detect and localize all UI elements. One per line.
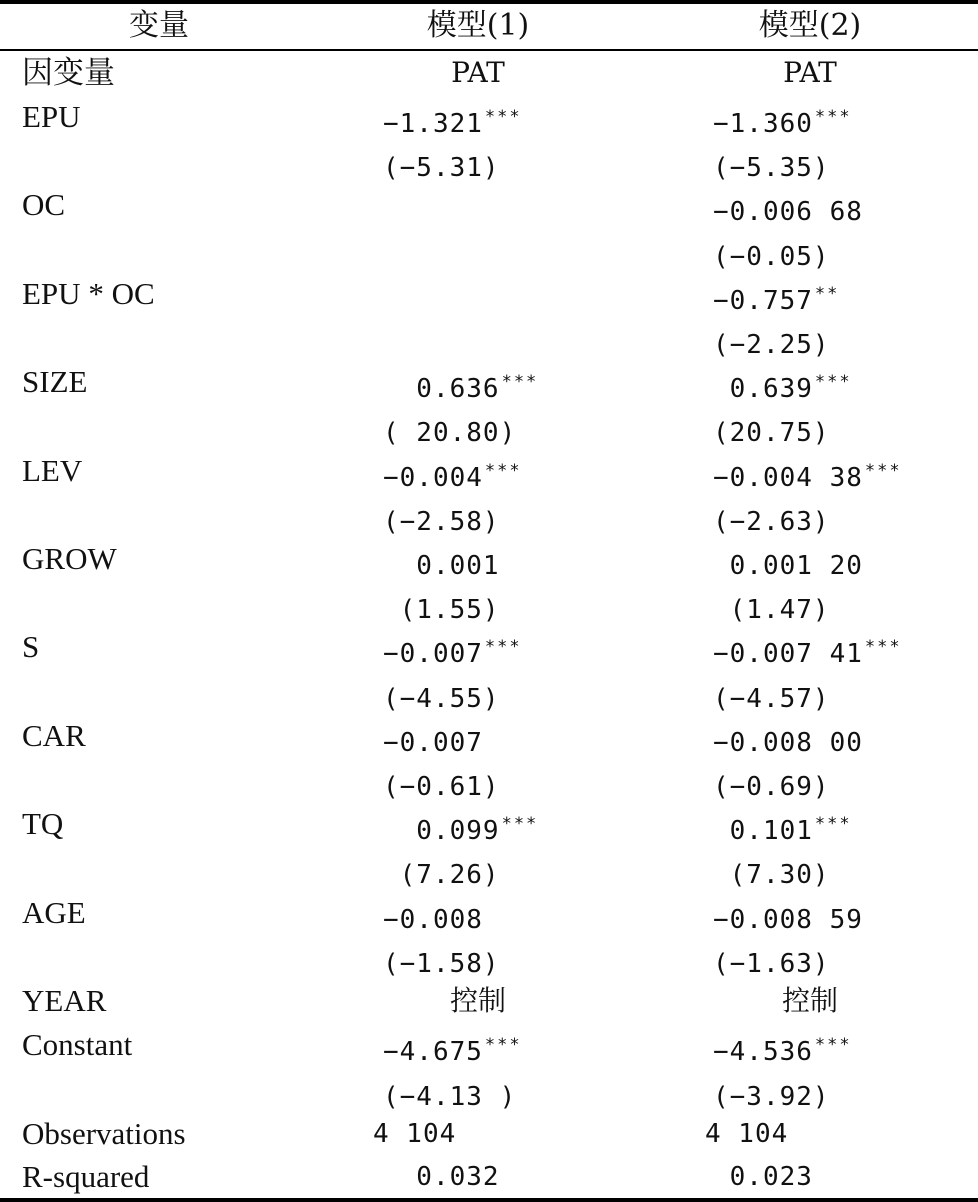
model-2-year-control: 控制 <box>781 984 838 1017</box>
coefficient-value: −0.006 68 <box>713 197 863 228</box>
table-row <box>0 625 978 669</box>
table-row <box>0 802 978 846</box>
coefficient-value: −0.004 38 <box>713 462 863 493</box>
row-label: EPU * OC <box>22 275 155 311</box>
coefficient-value: (7.30) <box>713 860 830 891</box>
coefficient-value: (−4.13 ) <box>383 1081 517 1112</box>
table-row <box>0 449 978 493</box>
table-row <box>0 846 978 890</box>
coefficient-value: (−2.25) <box>713 330 830 360</box>
table-header-row <box>0 4 978 48</box>
model-2-observations: 4 104 <box>705 1119 789 1149</box>
year-row <box>0 979 978 1023</box>
coefficient-value: −0.007 41 <box>713 639 863 670</box>
table-row <box>0 316 978 360</box>
row-label: R-squared <box>22 1159 150 1194</box>
table-row <box>0 360 978 404</box>
dependent-variable-row <box>0 51 978 95</box>
coefficient-value: −0.007 <box>383 639 483 670</box>
coefficient-value: (20.75) <box>713 418 830 449</box>
coefficient-value: (−1.63) <box>713 948 830 979</box>
coefficient-value: −0.008 00 <box>713 727 863 758</box>
coefficient-value: −0.008 59 <box>713 904 863 935</box>
table-row <box>0 1023 978 1067</box>
table-row <box>0 758 978 802</box>
row-label: S <box>22 629 40 665</box>
table-row <box>0 139 978 183</box>
table-row <box>0 935 978 979</box>
coefficient-value: (−5.31) <box>383 153 500 184</box>
row-label: YEAR <box>22 983 107 1018</box>
coefficient-value: 0.639 <box>713 374 813 405</box>
row-label: CAR <box>22 717 86 753</box>
coefficient-value: (−0.05) <box>713 241 830 272</box>
table-row <box>0 272 978 316</box>
row-label: Observations <box>22 1116 186 1151</box>
table-row <box>0 537 978 581</box>
coefficient-value: (1.55) <box>383 595 500 626</box>
coefficient-value: −1.360 <box>713 109 813 139</box>
significance-stars: ** <box>814 283 840 304</box>
table-row <box>0 404 978 448</box>
coefficient-value: 0.001 20 <box>713 551 863 581</box>
significance-stars: *** <box>501 814 539 835</box>
model-2-value <box>713 1068 832 1119</box>
coefficient-value: 0.636 <box>383 374 500 405</box>
significance-stars: *** <box>814 1035 852 1055</box>
coefficient-value: (−1.58) <box>383 948 500 979</box>
significance-stars: *** <box>484 460 522 481</box>
row-label: OC <box>22 187 66 223</box>
row-label: SIZE <box>22 364 88 400</box>
row-label: AGE <box>22 894 86 930</box>
coefficient-value: −4.675 <box>383 1037 483 1067</box>
row-label: Constant <box>22 1027 133 1062</box>
coefficient-value: 0.001 <box>383 551 500 581</box>
row-label: LEV <box>22 452 83 488</box>
significance-stars: *** <box>864 460 902 481</box>
coefficient-value: (7.26) <box>383 860 500 891</box>
coefficient-value: −0.757 <box>713 285 813 316</box>
model-2-value <box>713 1023 852 1074</box>
coefficient-value: (−2.58) <box>383 506 500 537</box>
significance-stars: *** <box>814 372 852 393</box>
table-row <box>0 714 978 758</box>
coefficient-value: (−3.92) <box>713 1081 830 1112</box>
significance-stars: *** <box>484 107 522 127</box>
significance-stars: *** <box>484 637 522 658</box>
model-1-value <box>383 1023 522 1074</box>
table-row <box>0 581 978 625</box>
coefficient-value: −0.007 <box>383 727 483 758</box>
row-label: EPU <box>22 99 81 134</box>
header-model-2: 模型(2) <box>758 8 862 43</box>
coefficient-value: (1.47) <box>713 595 830 626</box>
header-variable: 变量 <box>129 8 189 43</box>
table-row <box>0 95 978 139</box>
coefficient-value: (−4.55) <box>383 683 500 714</box>
coefficient-value: (−5.35) <box>713 153 830 184</box>
coefficient-value: ( 20.80) <box>383 418 517 449</box>
coefficient-value: −0.008 <box>383 904 483 935</box>
table-row <box>0 670 978 714</box>
model-1-value <box>383 1068 518 1119</box>
row-label: TQ <box>22 806 64 842</box>
coefficient-value: −4.536 <box>713 1037 813 1067</box>
table-row <box>0 183 978 227</box>
table-row <box>0 228 978 272</box>
model-1-r-squared: 0.032 <box>383 1162 500 1192</box>
row-label: 因变量 <box>22 55 115 90</box>
header-model-1: 模型(1) <box>426 8 530 43</box>
table-row <box>0 1068 978 1112</box>
coefficient-value: −1.321 <box>383 109 483 139</box>
observations-row <box>0 1112 978 1156</box>
coefficient-value: −0.004 <box>383 462 483 493</box>
model-1-dependent: PAT <box>451 56 505 89</box>
model-1-year-control: 控制 <box>449 984 506 1017</box>
coefficient-value: 0.101 <box>713 816 813 847</box>
significance-stars: *** <box>864 637 902 658</box>
significance-stars: *** <box>814 814 852 835</box>
coefficient-value: (−2.63) <box>713 506 830 537</box>
r-squared-row <box>0 1155 978 1199</box>
model-1-observations: 4 104 <box>373 1119 457 1149</box>
table-row <box>0 891 978 935</box>
coefficient-value: (−0.69) <box>713 772 830 802</box>
significance-stars: *** <box>484 1035 522 1055</box>
model-2-dependent: PAT <box>783 56 837 89</box>
coefficient-value: (−0.61) <box>383 772 500 802</box>
coefficient-value: 0.099 <box>383 816 500 847</box>
coefficient-value: (−4.57) <box>713 683 830 714</box>
significance-stars: *** <box>814 107 852 127</box>
significance-stars: *** <box>501 372 539 393</box>
row-label: GROW <box>22 541 117 576</box>
model-2-r-squared: 0.023 <box>713 1162 813 1192</box>
table-bottom-rule <box>0 1198 978 1202</box>
table-row <box>0 493 978 537</box>
